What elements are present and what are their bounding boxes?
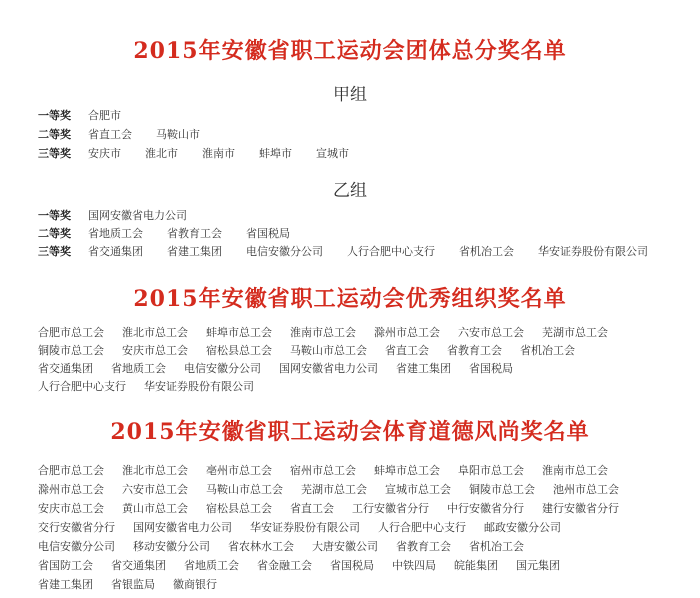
awardee-name: 六安市总工会 (122, 483, 188, 496)
awardee-name: 黄山市总工会 (122, 502, 188, 515)
awardee-name: 省教育工会 (167, 227, 222, 240)
awardee-name: 省建工集团 (396, 362, 451, 375)
group-a-row (38, 146, 349, 162)
awardee-name: 交行安徽省分行 (38, 521, 115, 534)
group-b-row (38, 244, 648, 260)
awardee-name: 人行合肥中心支行 (378, 521, 466, 534)
awardee-name: 省机冶工会 (520, 344, 575, 357)
awardee-name: 省机冶工会 (469, 540, 524, 553)
award-level-label: 二等奖 (38, 128, 71, 141)
awardee-name: 国网安徽省电力公司 (279, 362, 378, 375)
awardee-name: 省地质工会 (184, 559, 239, 572)
awardee-name: 大唐安徽公司 (312, 540, 378, 553)
awardee-name: 芜湖市总工会 (542, 326, 608, 339)
awardee-name: 中铁四局 (392, 559, 436, 572)
awardee-name: 华安证券股份有限公司 (538, 245, 648, 258)
awardee-name: 建行安徽省分行 (542, 502, 619, 515)
awardee-row (38, 343, 678, 359)
awardee-name: 宿松县总工会 (206, 502, 272, 515)
awardee-name: 省国税局 (469, 362, 513, 375)
awardee-row (38, 463, 678, 479)
awardee-name: 宣城市 (316, 147, 349, 160)
awardee-name: 宿松县总工会 (206, 344, 272, 357)
group-b-row (38, 226, 290, 242)
awardee-row (38, 577, 678, 593)
awardee-name: 蚌埠市总工会 (206, 326, 272, 339)
award-level-label: 三等奖 (38, 245, 71, 258)
awardee-name: 省机冶工会 (459, 245, 514, 258)
awardee-name: 滁州市总工会 (374, 326, 440, 339)
group-a-row (38, 108, 121, 124)
awardee-name: 池州市总工会 (553, 483, 619, 496)
awardee-name: 芜湖市总工会 (301, 483, 367, 496)
award-level-label: 三等奖 (38, 147, 71, 160)
group-b-row (38, 208, 187, 224)
awardee-name: 人行合肥中心支行 (347, 245, 435, 258)
awardee-name: 滁州市总工会 (38, 483, 104, 496)
awardee-name: 阜阳市总工会 (458, 464, 524, 477)
awardee-name: 省交通集团 (111, 559, 166, 572)
awardee-row (38, 379, 678, 395)
awardee-name: 合肥市 (88, 109, 121, 122)
awardee-name: 淮南市 (202, 147, 235, 160)
group-a-row (38, 127, 200, 143)
awardee-name: 省国防工会 (38, 559, 93, 572)
awardee-name: 皖能集团 (454, 559, 498, 572)
awardee-name: 淮北市 (145, 147, 178, 160)
awardee-name: 省国税局 (246, 227, 290, 240)
awardee-name: 铜陵市总工会 (38, 344, 104, 357)
awardee-name: 国网安徽省电力公司 (133, 521, 232, 534)
awardee-name: 淮南市总工会 (290, 326, 356, 339)
award-level-label: 二等奖 (38, 227, 71, 240)
awardee-name: 省建工集团 (38, 578, 93, 591)
awardee-name: 省农林水工会 (228, 540, 294, 553)
awardee-name: 马鞍山市总工会 (290, 344, 367, 357)
awardee-name: 省教育工会 (447, 344, 502, 357)
awardee-name: 合肥市总工会 (38, 464, 104, 477)
awardee-name: 移动安徽分公司 (133, 540, 210, 553)
awardee-name: 华安证券股份有限公司 (250, 521, 360, 534)
awardee-name: 省直工会 (290, 502, 334, 515)
awardee-name: 徽商银行 (173, 578, 217, 591)
awardee-name: 合肥市总工会 (38, 326, 104, 339)
awardee-name: 淮南市总工会 (542, 464, 608, 477)
awardee-name: 省教育工会 (396, 540, 451, 553)
awardee-row (38, 520, 678, 536)
awardee-name: 马鞍山市总工会 (206, 483, 283, 496)
group-b-heading: 乙组 (333, 181, 367, 201)
awardee-name: 邮政安徽分公司 (484, 521, 561, 534)
awardee-name: 蚌埠市 (259, 147, 292, 160)
awardee-row (38, 558, 678, 574)
awardee-row (38, 361, 678, 377)
awardee-name: 淮北市总工会 (122, 464, 188, 477)
awardee-row (38, 482, 678, 498)
awardee-name: 安庆市总工会 (122, 344, 188, 357)
awardee-name: 省地质工会 (111, 362, 166, 375)
awardee-name: 电信安徽分公司 (246, 245, 323, 258)
awardee-name: 省交通集团 (38, 362, 93, 375)
awardee-name: 蚌埠市总工会 (374, 464, 440, 477)
group-a-heading: 甲组 (333, 85, 367, 105)
awardee-name: 省国税局 (330, 559, 374, 572)
awardee-name: 人行合肥中心支行 (38, 380, 126, 393)
awardee-name: 宿州市总工会 (290, 464, 356, 477)
awardee-name: 省银监局 (111, 578, 155, 591)
awardee-name: 省直工会 (88, 128, 132, 141)
award-level-label: 一等奖 (38, 109, 71, 122)
awardee-name: 省地质工会 (88, 227, 143, 240)
awardee-name: 铜陵市总工会 (469, 483, 535, 496)
awardee-name: 省金融工会 (257, 559, 312, 572)
awardee-name: 工行安徽省分行 (352, 502, 429, 515)
awardee-name: 马鞍山市 (156, 128, 200, 141)
title-organization-award: 2015年安徽省职工运动会优秀组织奖名单 (133, 286, 567, 312)
awardee-name: 中行安徽省分行 (447, 502, 524, 515)
awardee-name: 省交通集团 (88, 245, 143, 258)
awardee-name: 省直工会 (385, 344, 429, 357)
awardee-name: 淮北市总工会 (122, 326, 188, 339)
awardee-name: 省建工集团 (167, 245, 222, 258)
awardee-name: 电信安徽分公司 (184, 362, 261, 375)
awardee-name: 安庆市 (88, 147, 121, 160)
awardee-row (38, 325, 678, 341)
awardee-row (38, 501, 678, 517)
awardee-name: 国元集团 (516, 559, 560, 572)
awardee-name: 宣城市总工会 (385, 483, 451, 496)
awardee-name: 安庆市总工会 (38, 502, 104, 515)
awardee-name: 华安证券股份有限公司 (144, 380, 254, 393)
awardee-row (38, 539, 678, 555)
title-sportsmanship-award: 2015年安徽省职工运动会体育道德风尚奖名单 (110, 419, 590, 445)
awardee-name: 国网安徽省电力公司 (88, 209, 187, 222)
awardee-name: 六安市总工会 (458, 326, 524, 339)
award-level-label: 一等奖 (38, 209, 71, 222)
title-team-award: 2015年安徽省职工运动会团体总分奖名单 (133, 38, 567, 64)
awardee-name: 亳州市总工会 (206, 464, 272, 477)
awardee-name: 电信安徽分公司 (38, 540, 115, 553)
